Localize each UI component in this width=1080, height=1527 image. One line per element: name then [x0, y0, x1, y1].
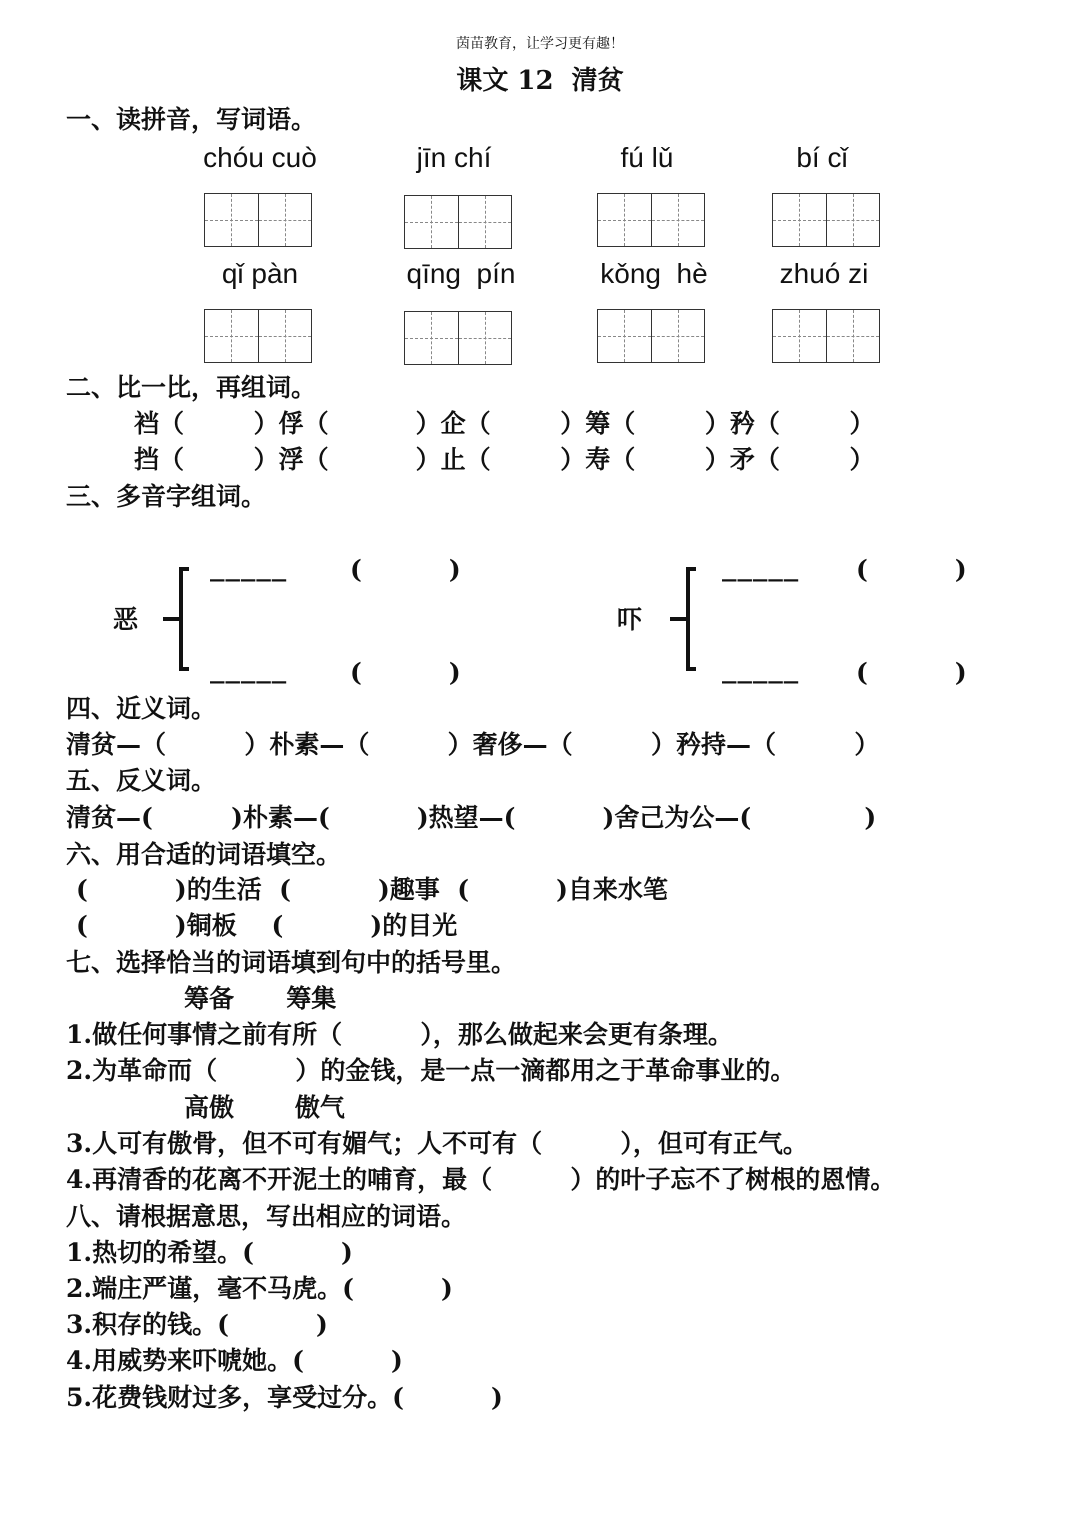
blank-right-bottom[interactable]: _____	[722, 656, 800, 684]
question-7-2: 2.为革命而（ ）的金钱，是一点一滴都用之于革命事业的。	[66, 1056, 796, 1085]
question-8-4: 4.用威势来吓唬她。( )	[66, 1346, 403, 1375]
writing-box[interactable]	[597, 193, 705, 247]
section-5-title: 五、反义词。	[66, 766, 217, 795]
page-title: 课文 12 清贫	[456, 66, 624, 96]
pinyin-4: bí cǐ	[796, 142, 848, 173]
question-7-4: 4.再清香的花离不开泥土的哺育，最（ ）的叶子忘不了树根的恩情。	[66, 1165, 896, 1194]
section-4-title: 四、近义词。	[66, 694, 217, 723]
question-7-3: 3.人可有傲骨，但不可有媚气；人不可有（ ），但可有正气。	[66, 1129, 808, 1158]
pinyin-5: qǐ pàn	[221, 258, 299, 289]
paren-left-top[interactable]: ( )	[350, 555, 461, 584]
brace-right	[662, 565, 702, 673]
pinyin-8: zhuó zi	[779, 258, 869, 289]
question-8-3: 3.积存的钱。( )	[66, 1310, 328, 1339]
blank-right-top[interactable]: _____	[722, 554, 800, 582]
page-header: 茵苗教育，让学习更有趣！	[456, 36, 624, 52]
fill-line-1: ( )的生活 ( )趣事 ( )自来水笔	[76, 875, 668, 904]
polyphone-char-right: 吓	[617, 605, 643, 634]
compare-row-2: 挡（ ）浮（ ）止（ ）寿（ ）矛（ ）	[134, 445, 875, 474]
question-8-2: 2.端庄严谨，毫不马虎。( )	[66, 1274, 453, 1303]
paren-right-bottom[interactable]: ( )	[856, 658, 967, 687]
section-3-title: 三、多音字组词。	[66, 482, 267, 511]
writing-box[interactable]	[204, 309, 312, 363]
paren-left-bottom[interactable]: ( )	[350, 658, 461, 687]
pinyin-2: jīn chí	[416, 142, 492, 173]
synonym-line: 清贫—（ ）朴素—（ ）奢侈—（ ）矜持—（ ）	[66, 730, 880, 759]
blank-left-bottom[interactable]: _____	[210, 656, 288, 684]
question-8-1: 1.热切的希望。( )	[66, 1238, 353, 1267]
section-6-title: 六、用合适的词语填空。	[66, 840, 342, 869]
pinyin-1: chóu cuò	[203, 142, 317, 173]
question-8-5: 5.花费钱财过多，享受过分。( )	[66, 1383, 503, 1412]
question-7-1: 1.做任何事情之前有所（ ），那么做起来会更有条理。	[66, 1020, 733, 1049]
section-7-title: 七、选择恰当的词语填到句中的括号里。	[66, 948, 517, 977]
brace-left	[155, 565, 195, 673]
paren-right-top[interactable]: ( )	[856, 555, 967, 584]
fill-line-2: ( )铜板 ( )的目光	[76, 911, 458, 940]
blank-left-top[interactable]: _____	[210, 554, 288, 582]
antonym-line: 清贫—( )朴素—( )热望—( )舍己为公—( )	[66, 803, 877, 832]
writing-box[interactable]	[204, 193, 312, 247]
pinyin-6: qīng pín	[406, 258, 516, 289]
polyphone-char-left: 恶	[113, 605, 139, 634]
pinyin-7: kǒng hè	[600, 258, 708, 289]
section-1-title: 一、读拼音，写词语。	[66, 105, 317, 134]
compare-row-1: 裆（ ）俘（ ）企（ ）筹（ ）矜（ ）	[134, 409, 875, 438]
section-2-title: 二、比一比，再组词。	[66, 373, 317, 402]
pinyin-3: fú lǔ	[620, 142, 674, 173]
word-pair-2: 高傲 傲气	[184, 1093, 345, 1122]
writing-box[interactable]	[597, 309, 705, 363]
writing-box[interactable]	[772, 309, 880, 363]
section-8-title: 八、请根据意思，写出相应的词语。	[66, 1202, 467, 1231]
writing-box[interactable]	[772, 193, 880, 247]
writing-box[interactable]	[404, 311, 512, 365]
writing-box[interactable]	[404, 195, 512, 249]
word-pair-1: 筹备 筹集	[184, 984, 337, 1013]
